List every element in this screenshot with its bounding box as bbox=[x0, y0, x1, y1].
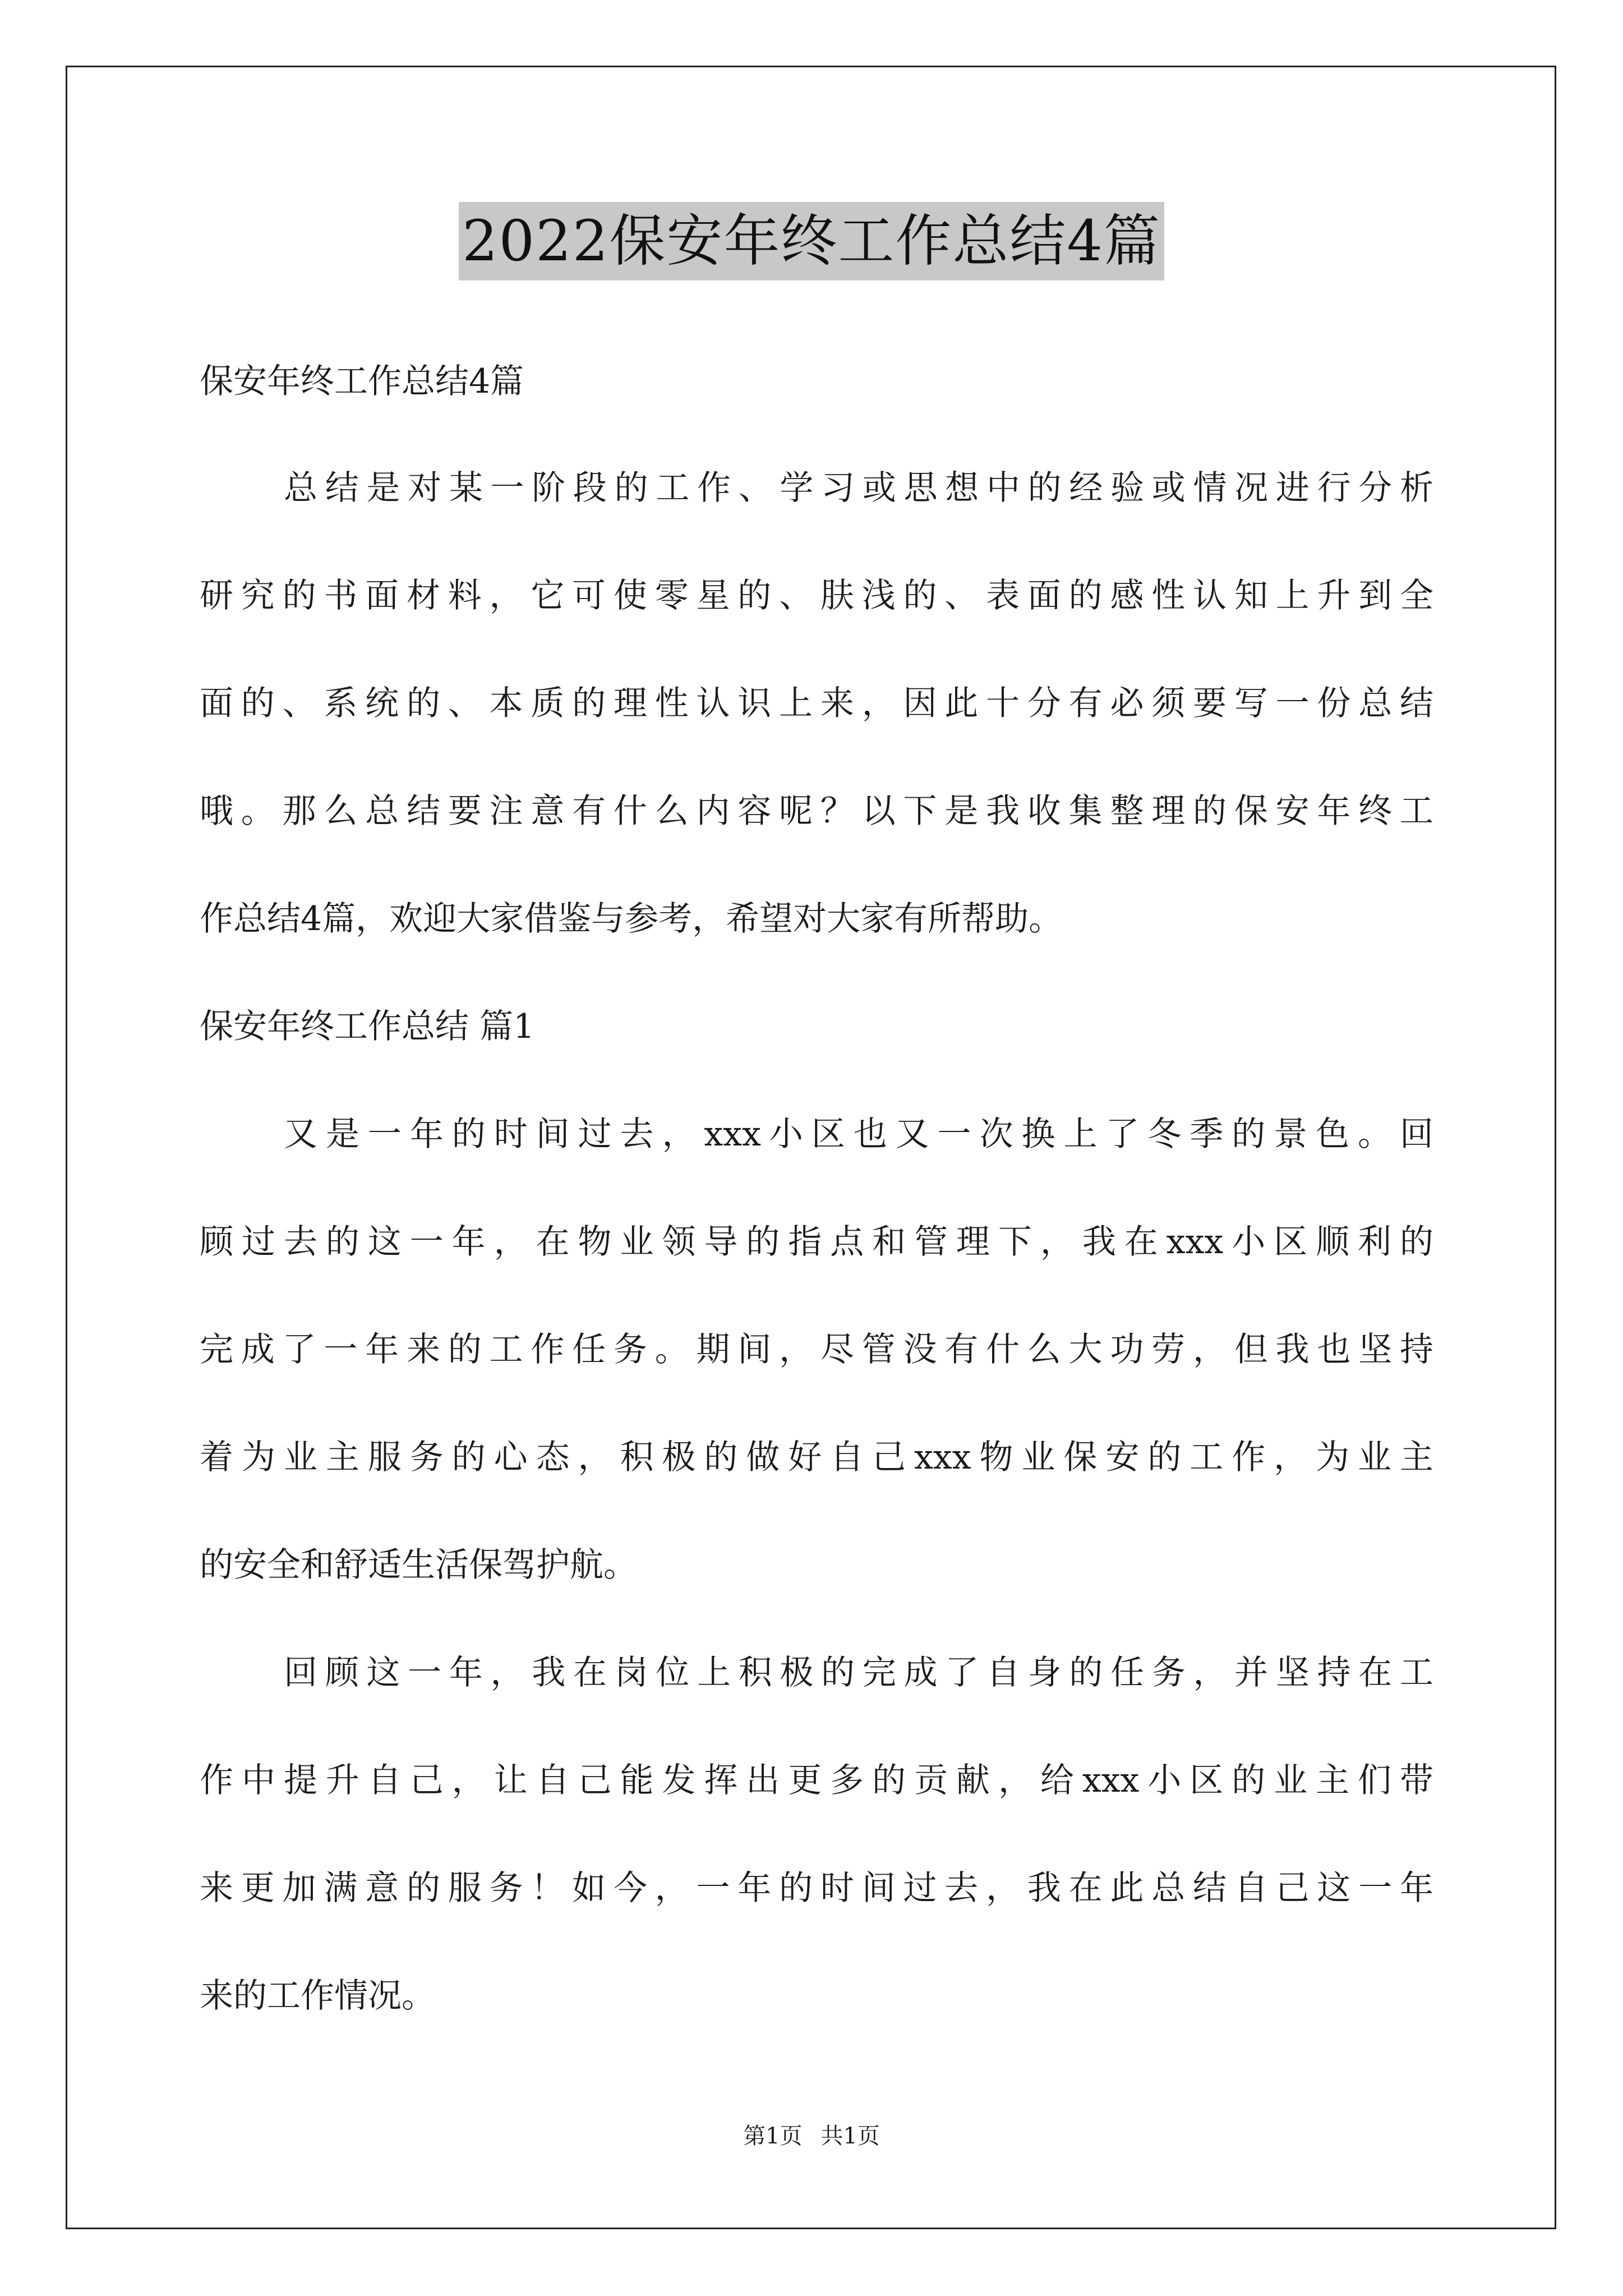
para2-line-3: 来更加满意的服务！如今，一年的时间过去，我在此总结自己这一年 bbox=[200, 1869, 1433, 1908]
para2-line-2: 作中提升自己，让自己能发挥出更多的贡献，给xxx小区的业主们带 bbox=[200, 1761, 1433, 1800]
para1-line-5: 的安全和舒适生活保驾护航。 bbox=[200, 1545, 637, 1585]
document-title: 2022保安年终工作总结4篇 bbox=[459, 202, 1164, 280]
page-total: 共1页 bbox=[820, 2123, 880, 2149]
intro-line-5: 作总结4篇，欢迎大家借鉴与参考，希望对大家有所帮助。 bbox=[200, 899, 1063, 938]
intro-line-3: 面的、系统的、本质的理性认识上来，因此十分有必须要写一份总结 bbox=[200, 684, 1433, 723]
intro-line-2: 研究的书面材料，它可使零星的、肤浅的、表面的感性认知上升到全 bbox=[200, 576, 1433, 615]
document-subtitle: 保安年终工作总结4篇 bbox=[200, 362, 524, 401]
para1-line-4: 着为业主服务的心态，积极的做好自己xxx物业保安的工作，为业主 bbox=[200, 1438, 1433, 1477]
intro-line-4: 哦。那么总结要注意有什么内容呢？以下是我收集整理的保安年终工 bbox=[200, 792, 1433, 831]
para1-line-2: 顾过去的这一年，在物业领导的指点和管理下，我在xxx小区顺利的 bbox=[200, 1222, 1433, 1262]
para1-line-1: 又是一年的时间过去，xxx小区也又一次换上了冬季的景色。回 bbox=[284, 1115, 1433, 1154]
section-heading: 保安年终工作总结 篇1 bbox=[200, 1007, 535, 1046]
para1-line-3: 完成了一年来的工作任务。期间，尽管没有什么大功劳，但我也坚持 bbox=[200, 1330, 1433, 1369]
title-container bbox=[0, 202, 1623, 280]
page-footer bbox=[0, 2120, 1623, 2152]
page-number: 第1页 bbox=[743, 2123, 803, 2149]
para2-line-4: 来的工作情况。 bbox=[200, 1976, 435, 2016]
intro-line-1: 总结是对某一阶段的工作、学习或思想中的经验或情况进行分析 bbox=[284, 468, 1433, 508]
para2-line-1: 回顾这一年，我在岗位上积极的完成了自身的任务，并坚持在工 bbox=[284, 1653, 1433, 1692]
